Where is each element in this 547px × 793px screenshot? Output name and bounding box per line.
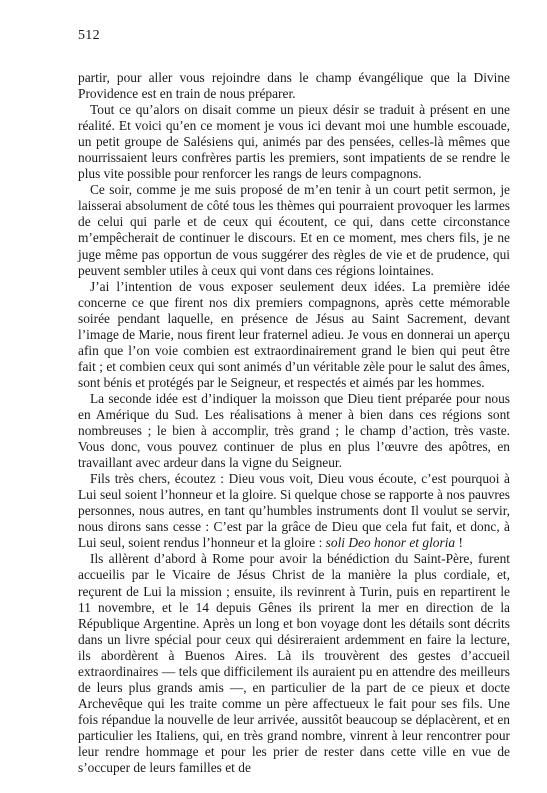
paragraph-2: Tout ce qu’alors on disait comme un pieux désir se traduit à présent en une réalité. Et voici qu’en ce moment je vous ici devant moi une humble escouade, un petit groupe de Salésiens qui, animés par des pensées, celles-là mêmes que nourrissaient leurs confrères partis les premiers, sont impatients de se rendre le plus vite possible pour renforcer les rangs de leurs compagnons. [78, 102, 510, 182]
latin-quote: soli Deo honor et gloria [325, 535, 456, 551]
paragraph-6-text: Fils très chers, écoutez : Dieu vous voit, Dieu vous écoute, c’est pourquoi à Lui seul soient l’honneur et la gloire. Si quelque chose se rapporte à nos pauvres personnes, nous autres, en tant qu’humbles instruments dont Il voulut se servir, nous dirons sans cesse : C’est par la grâce de Dieu que cela fut fait, et donc, à Lui seul, soient rendus l’honneur et la gloire : [78, 471, 510, 551]
paragraph-3: Ce soir, comme je me suis proposé de m’en tenir à un court petit sermon, je laisserai absolument de côté tous les thèmes qui pourraient provoquer les larmes de celui qui parle et de ceux qui écoutent, ce qui, dans cette circonstance m’empêcherait de continuer le discours. Et en ce moment, mes chers fils, je ne juge même pas opportun de vous suggérer des règles de vie et de prudence, qui peuvent sembler utiles à ceux qui vont dans ces régions lointaines. [78, 182, 510, 278]
page-number: 512 [78, 28, 100, 43]
paragraph-6 [78, 471, 510, 551]
paragraph-4: J’ai l’intention de vous exposer seulement deux idées. La première idée concerne ce que firent nos dix premiers compagnons, après cette mémorable soirée pendant laquelle, en présence de Jésus au Saint Sacrement, devant l’image de Marie, nous firent leur fraternel adieu. Je vous en donnerai un aperçu afin que l’on voie combien est extraordinairement grand le bien qui peut être fait ; et combien ceux qui sont animés d’un véritable zèle pour le salut des âmes, sont bénis et protégés par le Seigneur, et respectés et aimés par les hommes. [78, 278, 510, 390]
paragraph-1: partir, pour aller vous rejoindre dans le champ évangélique que la Divine Providence est en train de nous préparer. [78, 70, 510, 102]
body-text [78, 70, 510, 776]
paragraph-5: La seconde idée est d’indiquer la moisson que Dieu tient préparée pour nous en Amérique du Sud. Les réalisations à mener à bien dans ces régions sont nombreuses ; le bien à accomplir, très grand ; le champ d’action, très vaste. Vous donc, vous pouvez continuer de plus en plus l’œuvre des apôtres, en travaillant avec ardeur dans la vigne du Seigneur. [78, 390, 510, 471]
paragraph-7: Ils allèrent d’abord à Rome pour avoir la bénédiction du Saint-Père, furent accueilis par le Vicaire de Jésus Christ de la manière la plus cordiale, et, reçurent de Lui la mission ; ensuite, ils revinrent à Turin, puis en repartirent le 11 novembre, et le 14 depuis Gênes ils prirent la mer en direction de la République Argentine. Après un long et bon voyage dont les détails sont décrits dans un livre spécial pour ceux qui désireraient ardemment en faire la lecture, ils abordèrent à Buenos Aires. Là ils trouvèrent des gestes d’accueil extraordinaires — tels que difficilement ils auraient pu en attendre des meilleurs de leurs plus grands amis —, en particulier de la part de ce pieux et docte Archevêque qui les traite comme un père affectueux le fait pour ses fils. Une fois répandue la nouvelle de leur arrivée, aussitôt beaucoup se déplacèrent, et en particulier les Italiens, qui, en très grand nombre, vinrent à leur rencontrer pour leur rendre hommage et pour les prier de rester dans cette ville en vue de s’occuper de leurs familles et de [78, 551, 510, 776]
paragraph-6-end: ! [455, 535, 463, 551]
